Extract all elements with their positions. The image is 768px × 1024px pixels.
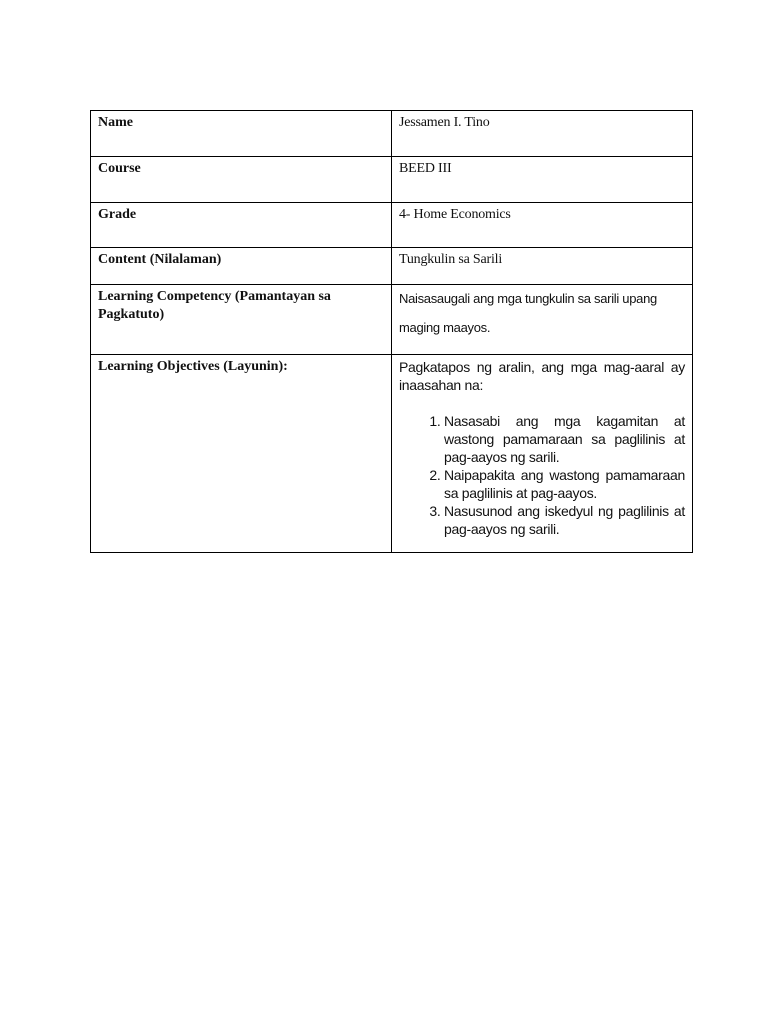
name-value: Jessamen I. Tino <box>392 111 693 157</box>
list-item: 2. Naipapakita ang wastong pamamaraan sa paglilinis at pag-aayos. <box>444 466 685 502</box>
list-item: 3. Nasusunod ang iskedyul ng paglilinis at pag-aayos ng sarili. <box>444 502 685 538</box>
table-row-grade <box>91 203 693 248</box>
table-row-objectives <box>91 355 693 553</box>
grade-value: 4- Home Economics <box>392 203 693 248</box>
objectives-list <box>399 412 685 538</box>
course-value: BEED III <box>392 157 693 203</box>
objectives-intro: Pagkatapos ng aralin, ang mga mag-aaral ay inaasahan na: <box>399 359 685 393</box>
table-row-name <box>91 111 693 157</box>
name-label: Name <box>91 111 392 157</box>
competency-label: Learning Competency (Pamantayan sa Pagkatuto) <box>91 285 392 355</box>
content-label: Content (Nilalaman) <box>91 248 392 285</box>
objectives-label: Learning Objectives (Layunin): <box>91 355 392 553</box>
table-row-competency <box>91 285 693 355</box>
objectives-cell <box>392 355 693 553</box>
content-value: Tungkulin sa Sarili <box>392 248 693 285</box>
grade-label: Grade <box>91 203 392 248</box>
competency-value: Naisasaugali ang mga tungkulin sa sarili upang maging maayos. <box>399 291 657 335</box>
list-item: 1. Nasasabi ang mga kagamitan at wastong pamamaraan sa paglilinis at pag-aayos ng sarili. <box>444 412 685 466</box>
competency-cell <box>392 285 693 355</box>
table-row-course <box>91 157 693 203</box>
course-label: Course <box>91 157 392 203</box>
table-row-content <box>91 248 693 285</box>
lesson-info-table <box>90 110 693 553</box>
